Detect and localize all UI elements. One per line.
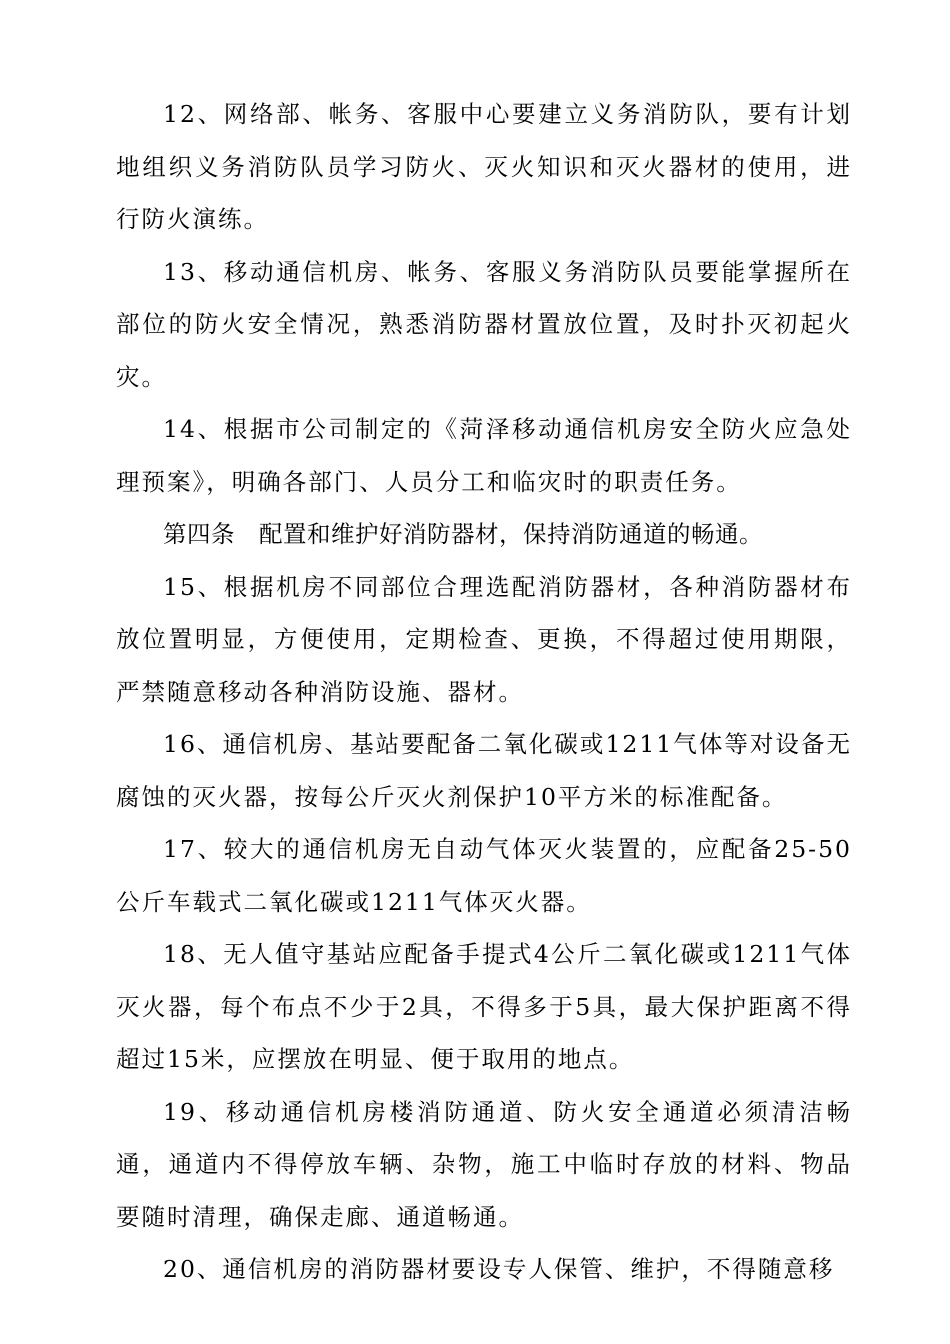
paragraph-15: 15、根据机房不同部位合理选配消防器材，各种消防器材布放位置明显，方便使用，定期检查、更换，不得超过使用期限，严禁随意移动各种消防设施、器材。 [116,572,852,706]
paragraph-16: 16、通信机房、基站要配备二氧化碳或1211气体等对设备无腐蚀的灭火器，按每公斤灭火剂保护10平方米的标准配备。 [116,730,852,811]
article-4-heading: 第四条 配置和维护好消防器材，保持消防通道的畅通。 [163,520,763,548]
paragraph-19: 19、移动通信机房楼消防通道、防火安全通道必须清洁畅通，通道内不得停放车辆、杂物，施工中临时存放的材料、物品要随时清理，确保走廊、通道畅通。 [116,1097,852,1231]
paragraph-14: 14、根据市公司制定的《菏泽移动通信机房安全防火应急处理预案》，明确各部门、人员分工和临灾时的职责任务。 [116,415,852,496]
paragraph-13: 13、移动通信机房、帐务、客服义务消防队员要能掌握所在部位的防火安全情况，熟悉消防器材置放位置，及时扑灭初起火灾。 [116,257,852,391]
paragraph-18: 18、无人值守基站应配备手提式4公斤二氧化碳或1211气体灭火器，每个布点不少于2具，不得多于5具，最大保护距离不得超过15米，应摆放在明显、便于取用的地点。 [116,940,852,1073]
document-body [116,88,852,1296]
paragraph-17: 17、较大的通信机房无自动气体灭火装置的，应配备25-50公斤车载式二氧化碳或1211气体灭火器。 [116,835,852,916]
paragraph-20: 20、通信机房的消防器材要设专人保管、维护，不得随意移 [163,1255,835,1283]
paragraph-12: 12、网络部、帐务、客服中心要建立义务消防队，要有计划地组织义务消防队员学习防火、灭火知识和灭火器材的使用，进行防火演练。 [116,100,852,233]
